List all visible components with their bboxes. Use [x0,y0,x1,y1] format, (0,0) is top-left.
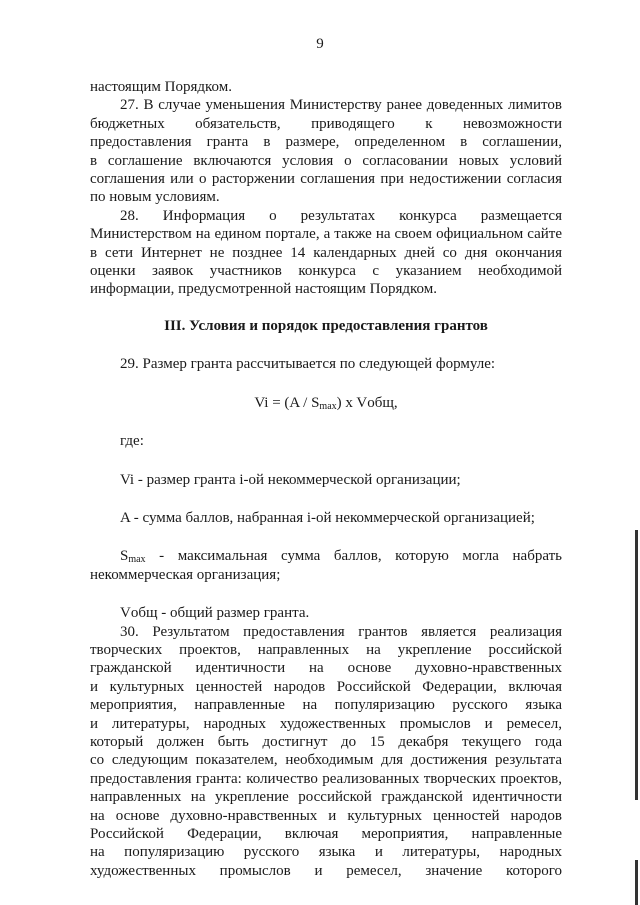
p28-line: в сети Интернет не позднее 14 календарных дней со дня окончания [90,244,562,261]
smax-symbol: S [120,548,129,565]
formula-subscript: max [319,400,337,412]
intro-line: настоящим Порядком. [90,79,232,95]
formula-left: Vi = (A / S [254,394,320,411]
p28-line: информации, предусмотренной настоящим Порядком. [90,281,437,298]
document-body [90,78,562,880]
p27-line: в соглашение включаются условия о согласовании новых условий [90,152,562,169]
p28-line: оценки заявок участников конкурса с указанием необходимой [90,263,562,280]
p30-line: на популяризацию русского языка и литературы, народных [90,844,562,861]
p30-line: художественных промыслов и ремесел, значение которого [90,862,562,879]
paragraph-29 [90,355,562,622]
section-heading: III. Условия и порядок предоставления грантов [164,317,488,334]
grant-formula [90,394,562,412]
p30-line: направленных на укрепление российской гражданской идентичности [90,789,562,806]
p27-line: 27. В случае уменьшения Министерству ранее доведенных лимитов [120,97,562,114]
p30-line: и культурных ценностей народов Российской Федерации, включая [90,678,562,695]
p29-intro: 29. Размер гранта рассчитывается по следующей формуле: [120,356,496,373]
definition-vi: Vi - размер гранта i-ой некоммерческой организации; [120,471,461,488]
smax-text: - максимальная сумма баллов, которую могла набрать [145,548,562,565]
p30-line: который должен быть достигнут до 15 декабря текущего года [90,733,562,750]
p30-line: Российской Федерации, включая мероприятия, направленные [90,826,562,842]
formula-right: ) x Vобщ, [336,394,398,411]
p30-line: мероприятия, направленные на популяризацию русского языка [90,697,562,714]
p30-line: гражданской идентичности на основе духовно-нравственных [90,660,562,677]
paragraph-28 [90,207,562,299]
scan-edge-mark [635,860,638,905]
smax-subscript: max [128,554,146,566]
p30-line: на основе духовно-нравственных и культурных ценностей народов [90,807,562,824]
definition-vobsch: Vобщ - общий размер гранта. [120,605,310,622]
definition-smax [90,547,562,565]
p30-line: со следующим показателем, необходимым для достижения результата [90,752,562,769]
paragraph-30 [90,623,562,881]
p30-line: и литературы, народных художественных промыслов и ремесел, [90,715,562,732]
p28-line: 28. Информация о результатах конкурса размещается [120,207,562,224]
p27-line: предоставления гранта в размере, определенном в соглашении, [90,134,562,151]
p30-line: творческих проектов, направленных на укрепление российской [90,641,562,658]
p27-line: соглашения или о расторжении соглашения при недостижении согласия [90,171,562,188]
p28-line: Министерством на едином портале, а также на своем официальном сайте [90,226,562,243]
where-label: где: [120,433,144,450]
p27-line: по новым условиям. [90,189,220,206]
page-number: 9 [316,36,324,52]
p27-line: бюджетных обязательств, приводящего к невозможности [90,115,562,132]
p30-line: предоставления гранта: количество реализованных творческих проектов, [90,770,562,787]
definition-a: A - сумма баллов, набранная i-ой некоммерческой организацией; [120,509,535,526]
paragraph-27 [90,96,562,206]
scan-edge-mark [635,530,638,800]
definition-smax-cont: некоммерческая организация; [90,566,281,583]
p30-line: 30. Результатом предоставления грантов является реализация [120,623,562,640]
